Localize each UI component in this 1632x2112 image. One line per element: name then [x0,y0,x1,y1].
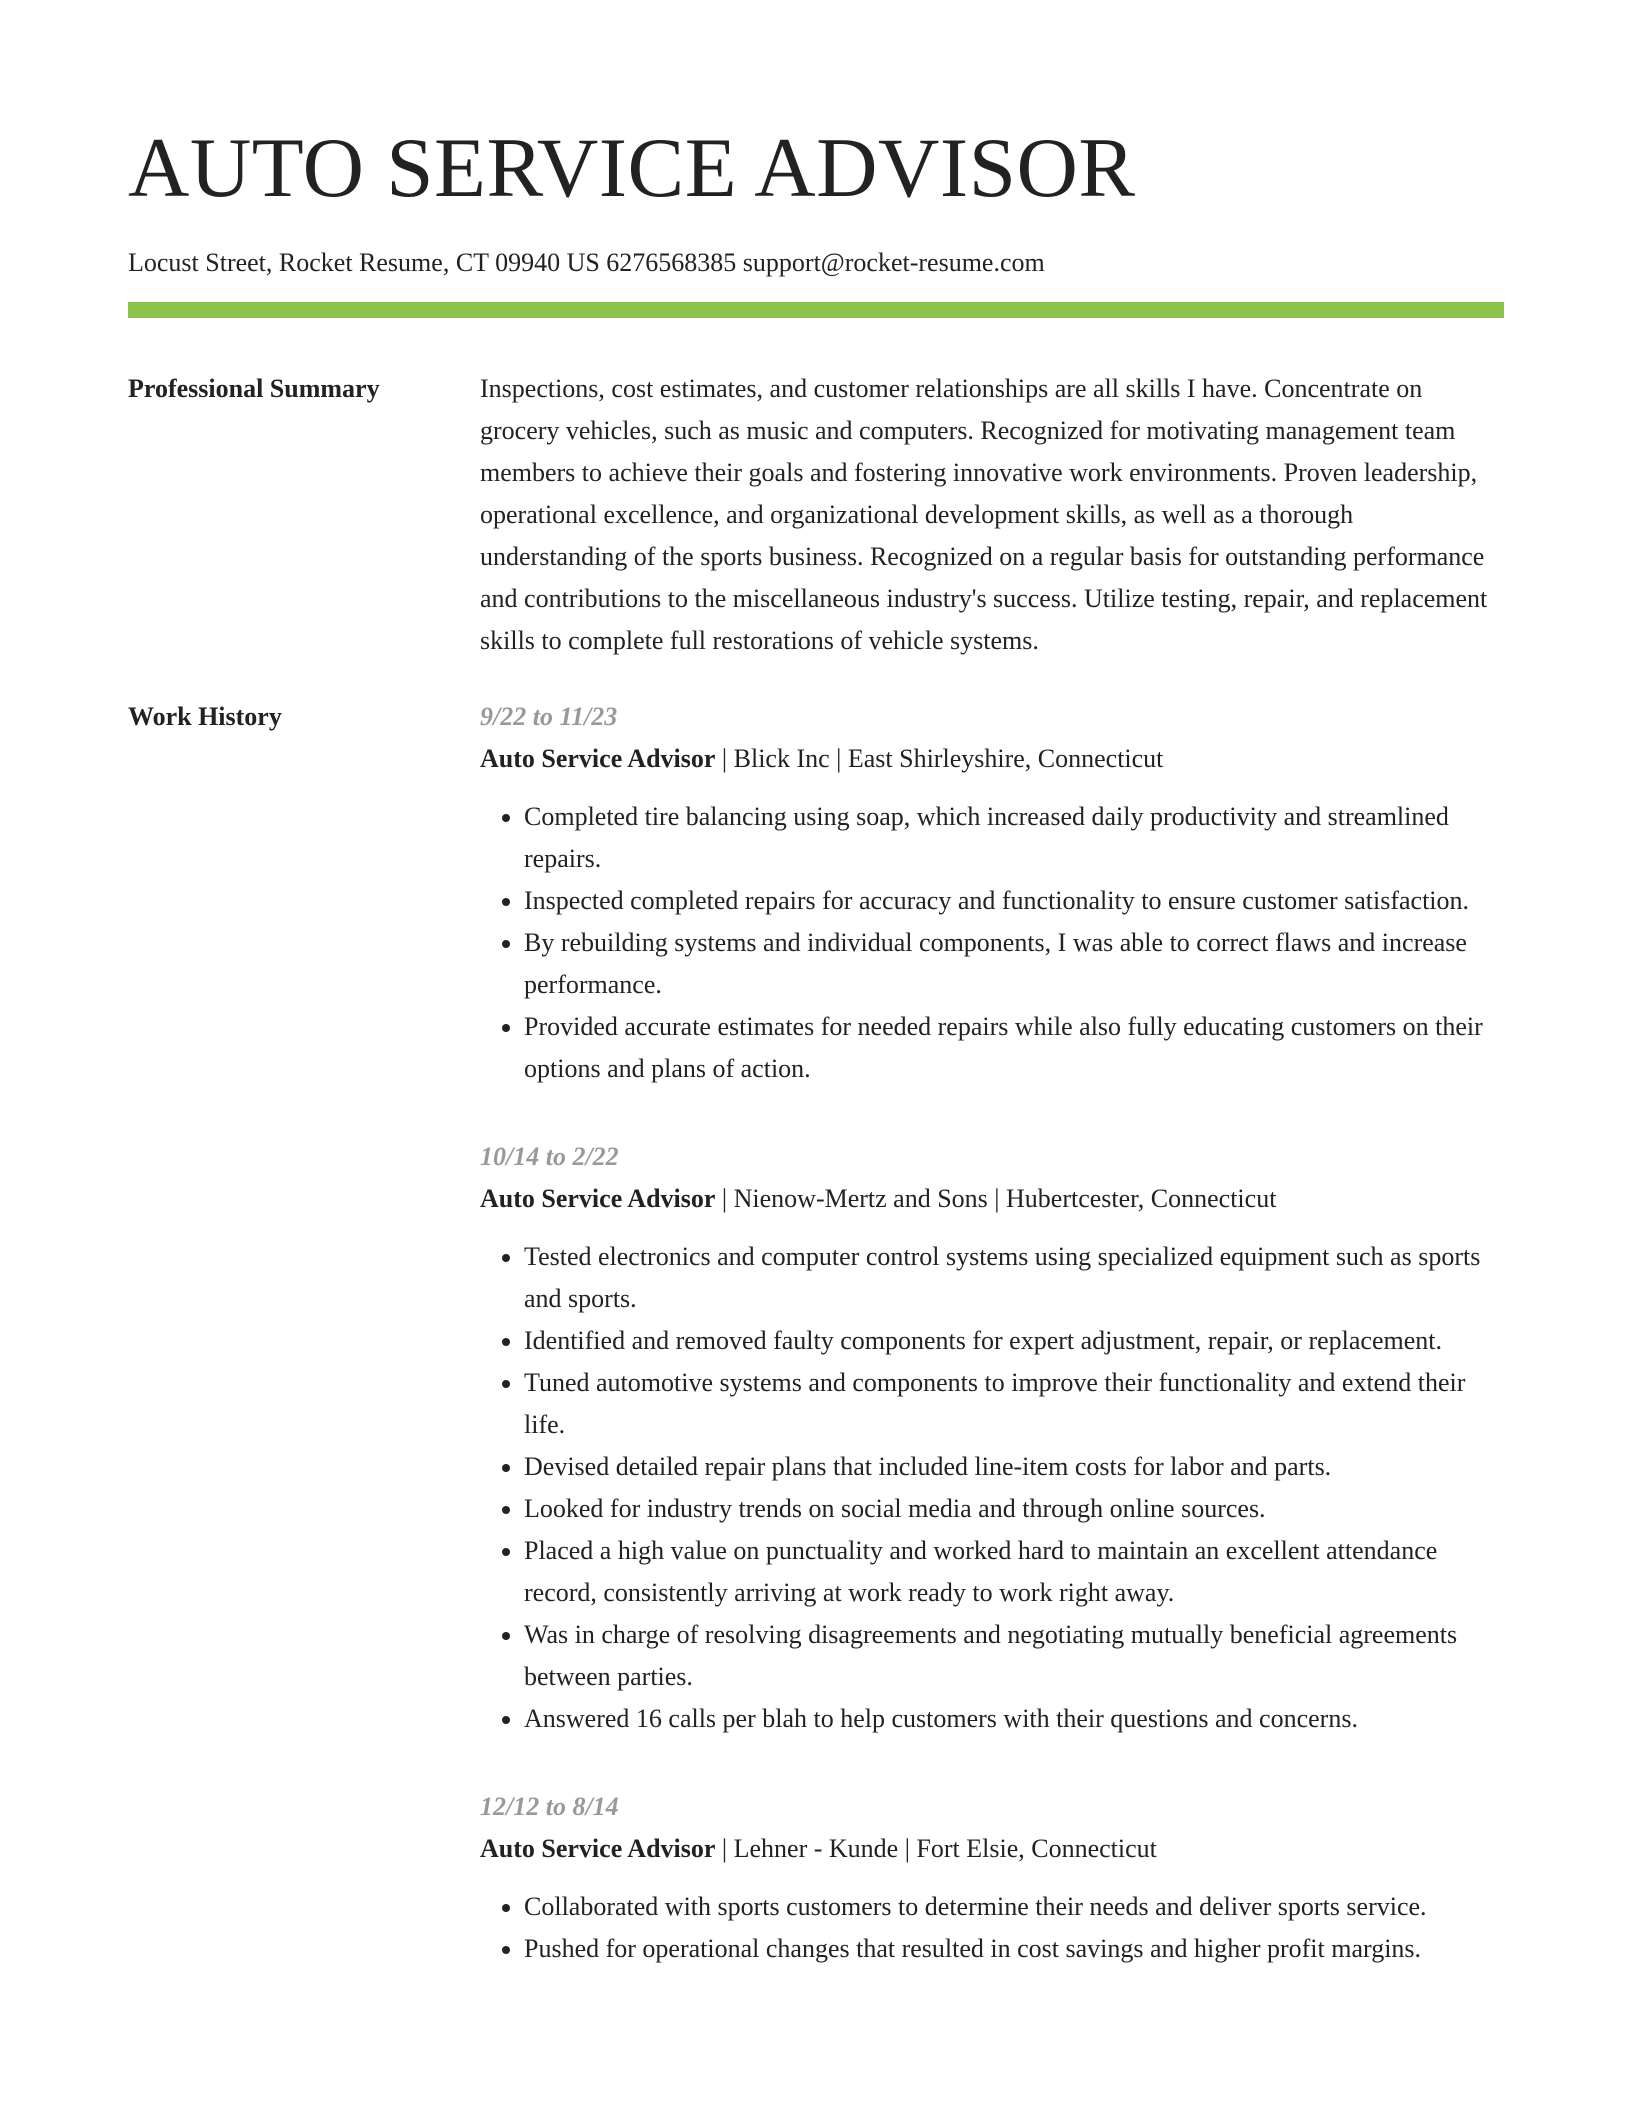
job-date: 12/12 to 8/14 [480,1792,619,1821]
job-bullet-list [480,1236,1504,1740]
work-history-body [480,696,1504,2016]
professional-summary-section [128,368,1504,662]
job-bullet: • Pushed for operational changes that resulted in cost savings and higher profit margins. [524,1928,1504,1970]
resume-name-heading: AUTO SERVICE ADVISOR [128,121,1136,215]
job-title-line [480,738,1504,780]
work-history-section [128,696,1504,2016]
job-title: Auto Service Advisor [480,1184,716,1213]
job-bullet: • Tuned automotive systems and components to improve their functionality and extend their life. [524,1362,1504,1446]
section-label-work-history: Work History [128,702,282,731]
summary-body [480,368,1504,662]
job-bullet: • Provided accurate estimates for needed repairs while also fully educating customers on their options and plans of action. [524,1006,1504,1090]
summary-text: Inspections, cost estimates, and customer relationships are all skills I have. Concentrate on grocery vehicles, such as music and computers. Recognized for motivating management team members to achieve their goals and fostering innovative work environments. Proven leadership, operational excellence, and organizational development skills, as well as a thorough understanding of the sports business. Recognized on a regular basis for outstanding performance and contributions to the miscellaneous industry's success. Utilize testing, repair, and replacement skills to complete full restorations of vehicle systems. [480,374,1488,655]
job-entry [480,696,1504,1090]
job-title-line [480,1178,1504,1220]
job-bullet: • Identified and removed faulty components for expert adjustment, repair, or replacement. [524,1320,1504,1362]
accent-divider [128,302,1504,318]
resume-page [128,0,1504,2016]
job-bullet: • By rebuilding systems and individual components, I was able to correct flaws and increase performance. [524,922,1504,1006]
job-details: | Nienow-Mertz and Sons | Hubertcester, Connecticut [715,1184,1277,1213]
job-entry [480,1136,1504,1740]
job-bullet: • Inspected completed repairs for accuracy and functionality to ensure customer satisfaction. [524,880,1504,922]
job-bullet: • Devised detailed repair plans that included line-item costs for labor and parts. [524,1446,1504,1488]
section-label-summary: Professional Summary [128,374,380,403]
job-title: Auto Service Advisor [480,744,716,773]
job-bullet: • Completed tire balancing using soap, which increased daily productivity and streamlined repairs. [524,796,1504,880]
job-title: Auto Service Advisor [480,1834,716,1863]
job-bullet-list [480,1886,1504,1970]
job-bullet: • Placed a high value on punctuality and worked hard to maintain an excellent attendance record, consistently arriving at work ready to work right away. [524,1530,1504,1614]
job-bullet-list [480,796,1504,1090]
job-date: 9/22 to 11/23 [480,702,618,731]
job-title-line [480,1828,1504,1870]
job-details: | Blick Inc | East Shirleyshire, Connecticut [715,744,1164,773]
job-entry [480,1786,1504,1970]
job-bullet: • Answered 16 calls per blah to help customers with their questions and concerns. [524,1698,1504,1740]
job-date: 10/14 to 2/22 [480,1142,619,1171]
job-bullet: • Collaborated with sports customers to determine their needs and deliver sports service. [524,1886,1504,1928]
contact-line: Locust Street, Rocket Resume, CT 09940 US 6276568385 support@rocket-resume.com [128,248,1045,277]
job-bullet: • Tested electronics and computer control systems using specialized equipment such as sports and sports. [524,1236,1504,1320]
job-bullet: • Looked for industry trends on social media and through online sources. [524,1488,1504,1530]
job-details: | Lehner - Kunde | Fort Elsie, Connecticut [715,1834,1157,1863]
job-bullet: • Was in charge of resolving disagreements and negotiating mutually beneficial agreements between parties. [524,1614,1504,1698]
